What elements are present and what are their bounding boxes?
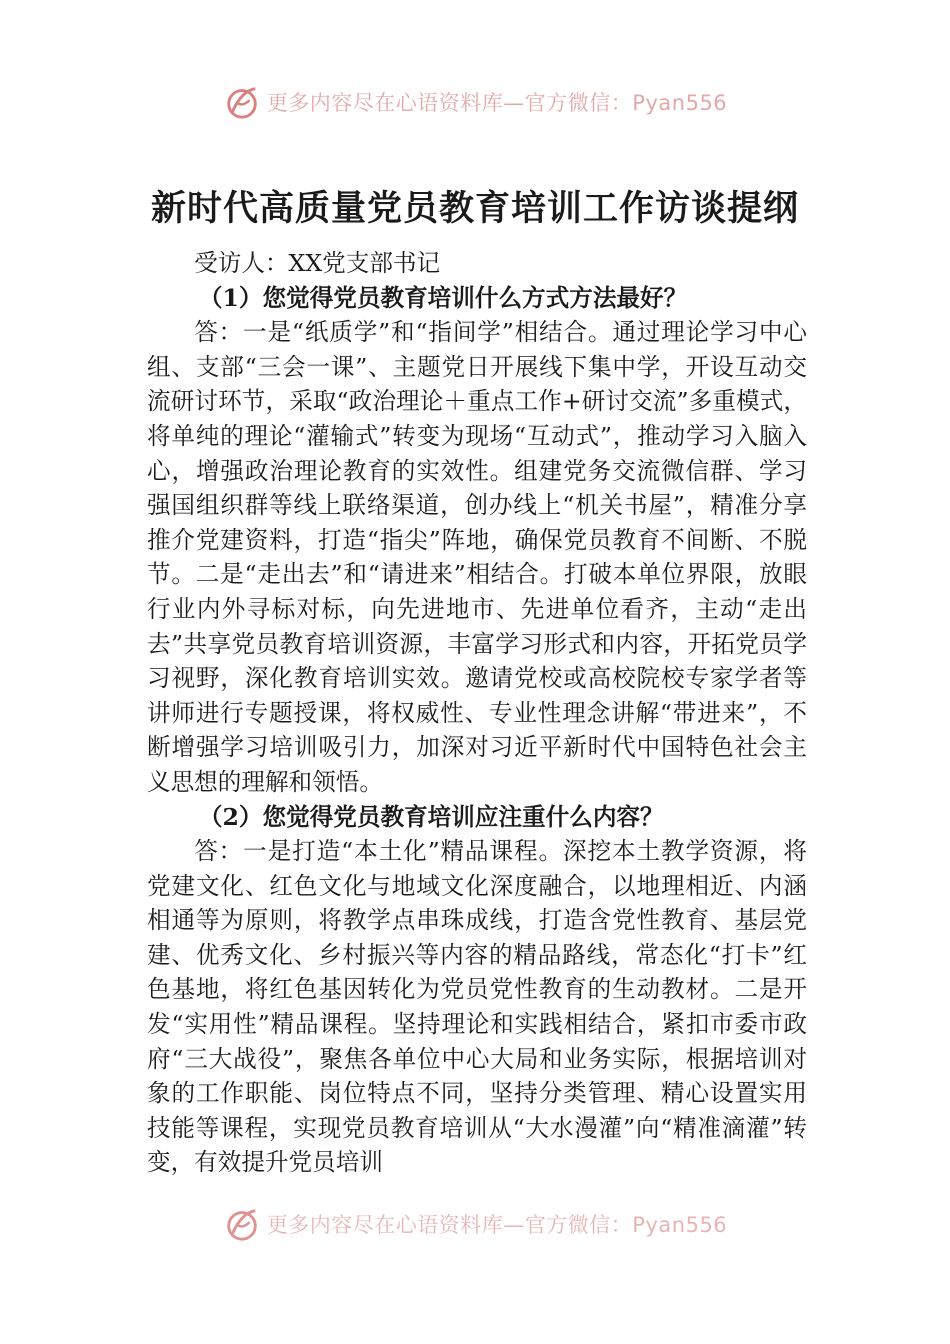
- question-2: （2）您觉得党员教育培训应注重什么内容？: [198, 802, 664, 831]
- header-watermark: [0, 82, 950, 122]
- interviewee-line: 受访人：XX党支部书记: [194, 249, 441, 277]
- answer-2: 答：一是打造“本土化”精品课程。深挖本土教学资源，将党建文化、红色文化与地域文化深度融合，以地理相近、内涵相通等为原则，将教学点串珠成线，打造含党性教育、基层党建、优秀文化、乡村振兴等内容的精品路线，常态化“打卡”红色基地，将红色基因转化为党员党性教育的生动教材。二是开发“实用性”精品课程。坚持理论和实践相结合，紧扣市委市政府“三大战役”，聚焦各单位中心大局和业务实际，根据培训对象的工作职能、岗位特点不同，坚持分类管理、精心设置实用技能等课程，实现党员教育培训从“大水漫灌”向“精准滴灌”转变，有效提升党员培训: [147, 837, 807, 1177]
- document-title: 新时代高质量党员教育培训工作访谈提纲: [150, 188, 799, 229]
- watermark-text: 更多内容尽在心语资料库—官方微信：Pyan556: [266, 1213, 728, 1237]
- document-body: [147, 246, 807, 1180]
- answer-1: 答：一是“纸质学”和“指间学”相结合。通过理论学习中心组、支部“三会一课”、主题党日开展线下集中学，开设互动交流研讨环节，采取“政治理论＋重点工作+研讨交流”多重模式，将单纯的理论“灌输式”转变为现场“互动式”，推动学习入脑入心，增强政治理论教育的实效性。组建党务交流微信群、学习强国组织群等线上联络渠道，创办线上“机关书屋”，精准分享推介党建资料，打造“指尖”阵地，确保党员教育不间断、不脱节。二是“走出去”和“请进来”相结合。打破本单位界限，放眼行业内外寻标对标，向先进地市、先进单位看齐，主动“走出去”共享党员教育培训资源，丰富学习形式和内容，开拓党员学习视野，深化教育培训实效。邀请党校或高校院校专家学者等讲师进行专题授课，将权威性、专业性理念讲解“带进来”，不断增强学习培训吸引力，加深对习近平新时代中国特色社会主义思想的理解和领悟。: [147, 318, 807, 796]
- watermark-logo-icon: [223, 1205, 261, 1243]
- footer-watermark: [0, 1204, 950, 1244]
- question-1: （1）您觉得党员教育培训什么方式方法最好？: [198, 283, 688, 312]
- watermark-logo-icon: [223, 83, 261, 121]
- watermark-text: 更多内容尽在心语资料库—官方微信：Pyan556: [266, 91, 728, 115]
